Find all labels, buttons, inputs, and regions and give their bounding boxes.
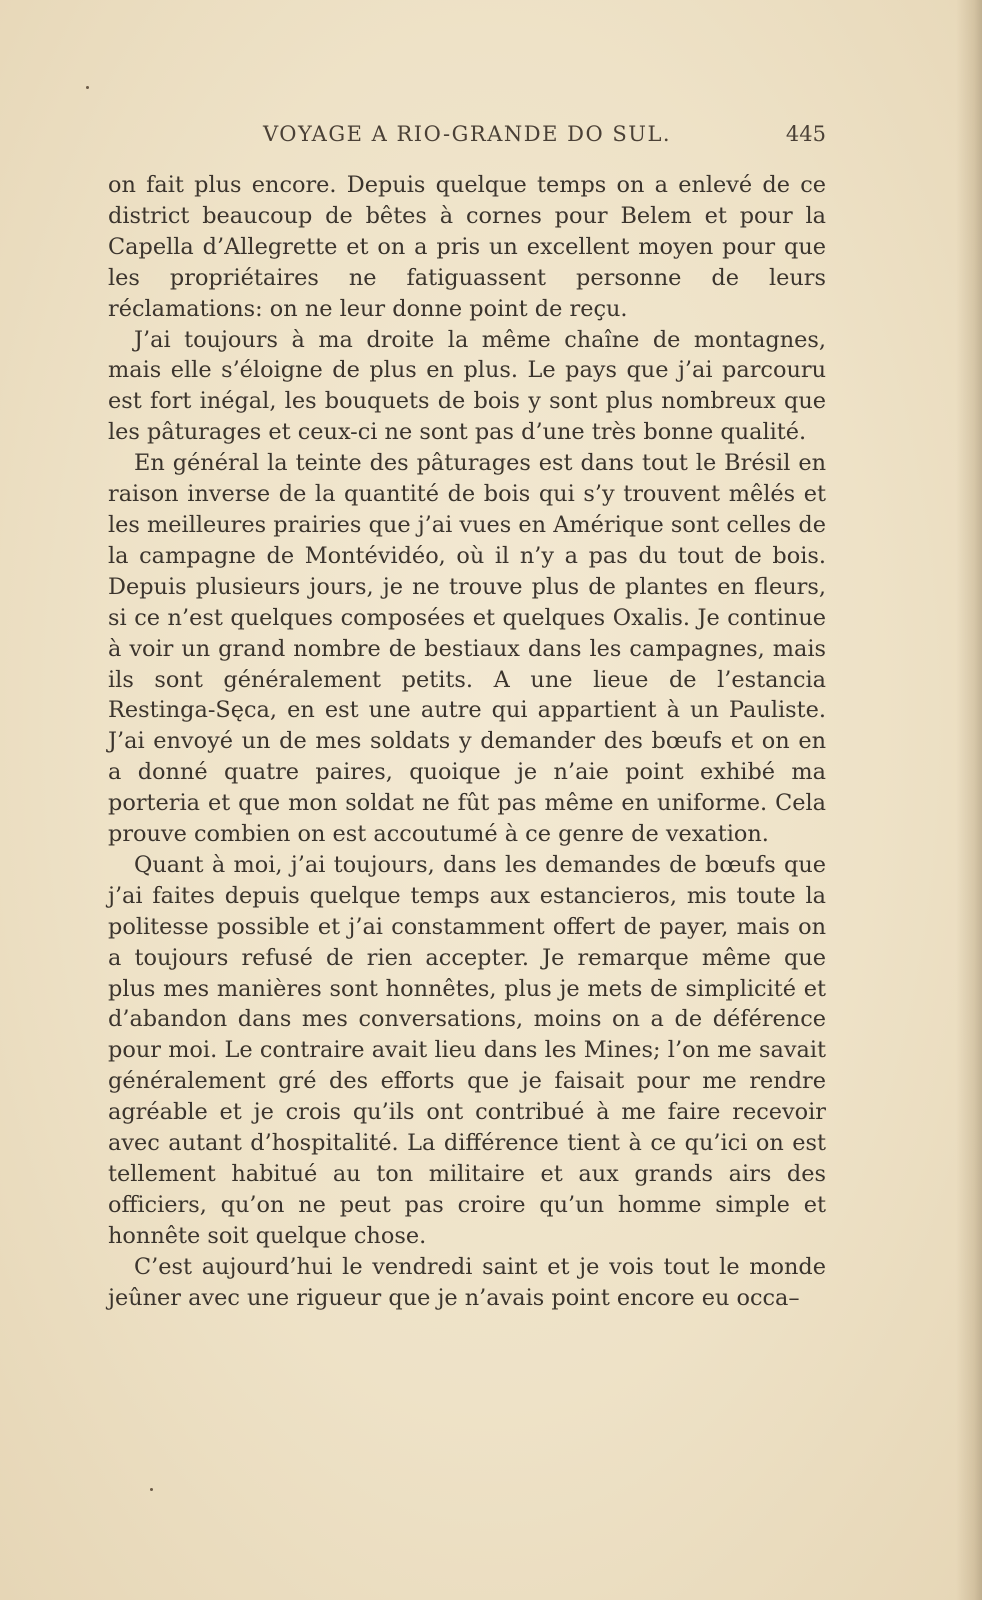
paragraph: on fait plus encore. Depuis quelque temps on a enlevé de ce district beaucoup de bêtes à cornes pour Belem et pour la Capella d’Allegrette et on a pris un excellent moyen pour que les propriétaires ne fatiguassent personne de leurs réclamations: on ne leur donne point de reçu.: [108, 172, 826, 322]
page-edge-shadow: [956, 0, 982, 1600]
paragraph: J’ai toujours à ma droite la même chaîne de montagnes, mais elle s’éloigne de plus en plus. Le pays que j’ai parcouru est fort inégal, les bouquets de bois y sont plus nombreux que les pâturages et ceux-ci ne sont pas d’une très bonne qualité.: [108, 326, 826, 446]
paper-speck: [86, 86, 89, 89]
page-number: 445: [785, 122, 826, 146]
paragraph: Quant à moi, j’ai toujours, dans les demandes de bœufs que j’ai faites depuis quelque temps aux estancieros, mis toute la politesse possible et j’ai constamment offert de payer, mais on a toujours refusé de rien accepter. Je remarque même que plus mes manières sont honnêtes, plus je mets de simplicité et d’abandon dans mes conversations, moins on a de déférence pour moi. Le contraire avait lieu dans les Mines; l’on me savait généralement gré des efforts que je faisait pour me rendre agréable et je crois qu’ils ont contribué à me faire recevoir avec autant d’hospitalité. La différence tient à ce qu’ici on est tellement habitué au ton militaire et aux grands airs des officiers, qu’on ne peut pas croire qu’un homme simple et honnête soit quelque chose.: [108, 851, 826, 1249]
body-text: [108, 170, 826, 1314]
running-title: VOYAGE A RIO-GRANDE DO SUL.: [262, 122, 672, 146]
page-header: [108, 118, 826, 152]
paper-speck: [150, 1488, 153, 1491]
paragraph: C’est aujourd’hui le vendredi saint et je vois tout le monde jeûner avec une rigueur que je n’avais point encore eu occa–: [108, 1253, 826, 1311]
paragraph: En général la teinte des pâturages est dans tout le Brésil en raison inverse de la quantité de bois qui s’y trouvent mêlés et les meilleures prairies que j’ai vues en Amérique sont celles de la campagne de Montévidéo, où il n’y a pas du tout de bois. Depuis plusieurs jours, je ne trouve plus de plantes en fleurs, si ce n’est quelques composées et quelques Oxalis. Je continue à voir un grand nombre de bestiaux dans les campagnes, mais ils sont généralement petits. A une lieue de l’estancia Restinga-Sęca, en est une autre qui appartient à un Pauliste. J’ai envoyé un de mes soldats y demander des bœufs et on en a donné quatre paires, quoique je n’aie point exhibé ma porteria et que mon soldat ne fût pas même en uniforme. Cela prouve combien on est accoutumé à ce genre de vexation.: [108, 450, 826, 848]
